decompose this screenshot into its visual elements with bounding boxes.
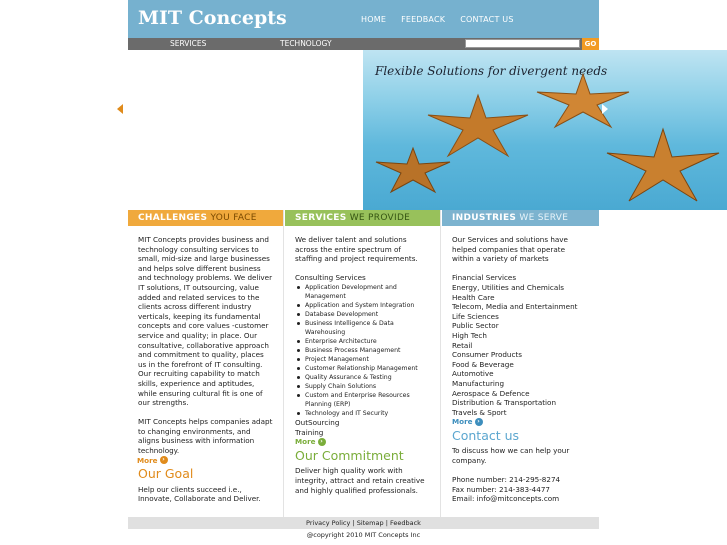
services-intro: We deliver talent and solutions across the entire spectrum of staffing and project requirements. — [295, 235, 418, 264]
list-item: Aerospace & Defence — [452, 388, 530, 398]
nav-feedback-link[interactable]: FEEDBACK — [401, 15, 446, 24]
list-item: Food & Beverage — [452, 359, 514, 369]
list-item: Technology and IT Security — [295, 409, 430, 418]
list-item: Customer Relationship Management — [295, 364, 430, 373]
industries-list — [452, 273, 589, 417]
list-item: Life Sciences — [452, 311, 499, 321]
nav-services-link[interactable]: SERVICES — [170, 39, 207, 48]
top-navigation — [361, 15, 514, 24]
contact-email[interactable]: Email: info@mitconcepts.com — [452, 494, 560, 504]
footer-links-bar — [128, 517, 599, 529]
list-item: Business Intelligence & Data Warehousing — [295, 319, 430, 337]
site-header — [128, 0, 599, 38]
starfish-image — [373, 145, 453, 195]
arrow-right-icon: › — [160, 456, 168, 464]
footer-separator: | — [352, 519, 355, 527]
hero-tagline: Flexible Solutions for divergent needs — [375, 64, 608, 78]
goal-title: Our Goal — [138, 466, 194, 482]
list-item: Application and System Integration — [295, 301, 430, 310]
training-label: Training — [295, 427, 324, 437]
contact-title: Contact us — [452, 427, 520, 443]
list-item: Energy, Utilities and Chemicals — [452, 282, 564, 292]
industries-more-link[interactable] — [452, 417, 589, 427]
nav-contact-link[interactable]: CONTACT US — [460, 15, 514, 24]
goal-text: Help our clients succeed i.e., Innovate, Collaborate and Deliver. — [138, 484, 261, 504]
footer-separator: | — [385, 519, 388, 527]
challenges-column — [128, 210, 284, 517]
commitment-text: Deliver high quality work with integrity, attract and retain creative and highly qualified professionals. — [295, 466, 425, 495]
nav-home-link[interactable]: HOME — [361, 15, 387, 24]
list-item: Retail — [452, 340, 473, 350]
industries-heading-light: WE SERVE — [519, 213, 569, 223]
site-logo[interactable]: MIT Concepts — [138, 7, 287, 29]
more-label: More — [137, 455, 158, 465]
sub-navigation-bar — [128, 38, 599, 50]
list-item: Distribution & Transportation — [452, 398, 557, 408]
list-item: Public Sector — [452, 321, 499, 331]
list-item: Health Care — [452, 292, 495, 302]
challenges-paragraph: MIT Concepts provides business and technology consulting services to small, mid-size and large businesses and helps solve different business and technology problems. We deliver IT solutions, IT outsourcing, value added and related services to the clients across different industry verticals, keeping its fundamental concepts and core values -customer service and quality; in place. Our consultative, collaborative approach and commitment to quality, places us in the forefront of IT consulting. Our recruiting capability to match skills, experience and aptitudes, while ensuring cultural fit is one of our strengths. — [138, 235, 273, 408]
contact-phone: Phone number: 214-295-8274 — [452, 475, 561, 485]
search-go-button[interactable]: GO — [582, 38, 599, 50]
industries-heading-bold: INDUSTRIES — [452, 213, 517, 223]
services-column — [285, 210, 441, 517]
industries-intro: Our Services and solutions have helped companies that operate within a variety of markets — [452, 235, 568, 264]
list-item: Quality Assurance & Testing — [295, 373, 430, 382]
footer-feedback-link[interactable]: Feedback — [389, 519, 421, 527]
search-input[interactable] — [465, 39, 580, 48]
services-more-link[interactable] — [295, 437, 430, 447]
hero-banner — [363, 50, 727, 210]
list-item: Custom and Enterprise Resources Planning (ERP) — [295, 391, 430, 409]
challenges-heading — [128, 210, 283, 226]
industries-heading — [442, 210, 599, 226]
slider-next-arrow-icon[interactable] — [602, 104, 608, 114]
footer-privacy-link[interactable]: Privacy Policy — [306, 519, 351, 527]
list-item: Project Management — [295, 355, 430, 364]
services-heading-bold: SERVICES — [295, 213, 347, 223]
industries-column — [442, 210, 599, 517]
consulting-label: Consulting Services — [295, 273, 366, 283]
services-heading — [285, 210, 440, 226]
list-item: Supply Chain Solutions — [295, 382, 430, 391]
challenges-heading-bold: CHALLENGES — [138, 213, 208, 223]
list-item: Financial Services — [452, 273, 517, 283]
list-item: Manufacturing — [452, 378, 505, 388]
nav-technology-link[interactable]: TECHNOLOGY — [280, 39, 332, 48]
challenges-heading-light: YOU FACE — [210, 213, 257, 223]
arrow-right-icon: › — [318, 438, 326, 446]
footer-sitemap-link[interactable]: Sitemap — [356, 519, 384, 527]
outsourcing-label: OutSourcing — [295, 417, 340, 427]
slider-prev-arrow-icon[interactable] — [117, 104, 123, 114]
list-item: Enterprise Architecture — [295, 337, 430, 346]
list-item: Application Development and Management — [295, 283, 430, 301]
more-label: More — [452, 417, 473, 427]
more-label: More — [295, 437, 316, 447]
commitment-title: Our Commitment — [295, 447, 404, 463]
contact-fax: Fax number: 214-383-4477 — [452, 484, 550, 494]
arrow-right-icon: › — [475, 418, 483, 426]
challenges-paragraph: MIT Concepts helps companies adapt to changing environments, and aligns business with information technology. — [138, 417, 273, 456]
list-item: Business Process Management — [295, 346, 430, 355]
list-item: Travels & Sport — [452, 407, 507, 417]
services-heading-light: WE PROVIDE — [349, 213, 411, 223]
list-item: Database Development — [295, 310, 430, 319]
list-item: Consumer Products — [452, 350, 522, 360]
challenges-more-link[interactable] — [137, 456, 273, 466]
list-item: Telecom, Media and Entertainment — [452, 302, 578, 312]
contact-text: To discuss how we can help your company. — [452, 446, 570, 466]
starfish-image — [533, 70, 633, 130]
copyright-text: @copyright 2010 MIT Concepts Inc — [306, 531, 421, 539]
consulting-services-list — [295, 283, 430, 418]
starfish-image — [603, 125, 723, 205]
list-item: High Tech — [452, 330, 487, 340]
list-item: Automotive — [452, 369, 494, 379]
